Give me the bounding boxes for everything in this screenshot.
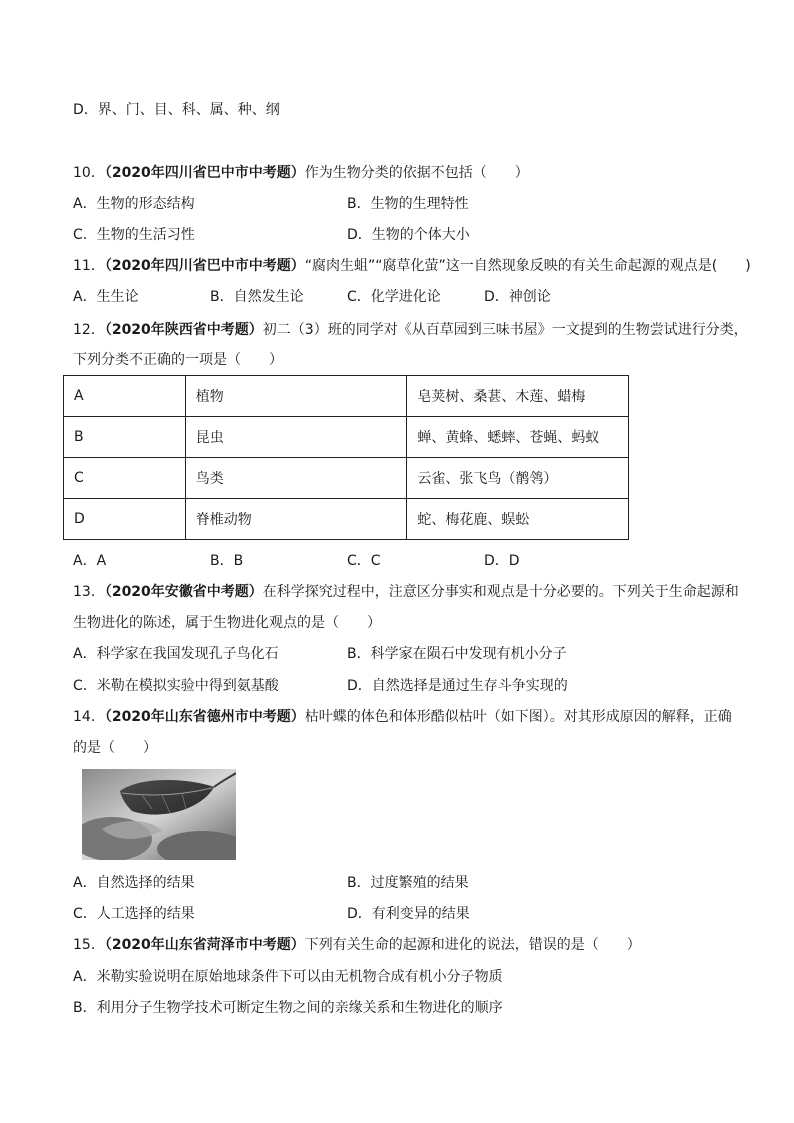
table-cell: D [64,499,186,540]
question-number: 11． [73,258,105,274]
option-c: C．C [347,553,381,569]
option-a: A．米勒实验说明在原始地球条件下可以由无机物合成有机小分子物质 [73,969,503,985]
q13-options-row1 [73,644,567,664]
table-row [64,499,629,540]
question-source: （2020年陕西省中考题） [104,322,263,338]
table-cell: A [64,376,186,417]
table-row [64,376,629,417]
question-text: 初二（3）班的同学对《从百草园到三味书屋》一文提到的生物尝试进行分类， [262,322,748,338]
option-c: C．人工选择的结果 [73,906,195,922]
question-number: 12． [73,322,105,338]
question-number: 15． [73,937,105,953]
table-row [64,417,629,458]
q11-options [73,287,551,307]
table-cell: 蛇、梅花鹿、蜈蚣 [407,499,629,540]
table-cell: 昆虫 [185,417,407,458]
question-number: 10． [73,165,105,181]
option-a: A．生生论 [73,289,139,305]
q13-options-row2 [73,676,568,696]
question-11-stem [73,256,751,276]
question-text: 下列有关生命的起源和进化的说法，错误的是（ ） [304,937,641,953]
question-number: 13． [73,584,105,600]
question-10-stem [73,163,529,183]
table-cell: B [64,417,186,458]
option-d: D．D [484,553,520,569]
q12-options [73,551,520,571]
question-source: （2020年四川省巴中市中考题） [104,258,305,274]
question-source: （2020年四川省巴中市中考题） [104,165,305,181]
question-source: （2020年安徽省中考题） [104,584,263,600]
q9-option-d: D．界、门、目、科、属、种、纲 [73,102,280,118]
table-cell: 脊椎动物 [185,499,407,540]
option-a: A．A [73,553,107,569]
q10-options-row1 [73,194,469,214]
question-12-stem-continued: 下列分类不正确的一项是（ ） [73,352,283,368]
dead-leaf-butterfly-photo [82,769,236,860]
classification-table [63,375,629,540]
question-14-stem-continued: 的是（ ） [73,740,157,756]
question-source: （2020年山东省菏泽市中考题） [104,937,305,953]
q10-options-row2 [73,225,470,245]
option-b: B．自然发生论 [210,289,304,305]
question-15-stem [73,935,641,955]
option-b: B．生物的生理特性 [347,196,469,212]
question-source: （2020年山东省德州市中考题） [104,709,305,725]
option-b: B．过度繁殖的结果 [347,875,469,891]
option-d: D．自然选择是通过生存斗争实现的 [347,678,568,694]
question-number: 14． [73,709,105,725]
table-cell: 植物 [185,376,407,417]
option-b: B．B [210,553,244,569]
question-text: 枯叶蝶的体色和体形酷似枯叶（如下图）。对其形成原因的解释，正确 [304,709,732,725]
option-a: A．生物的形态结构 [73,196,195,212]
option-d: D．有利变异的结果 [347,906,470,922]
table-cell: 蝉、黄蜂、蟋蟀、苍蝇、蚂蚁 [407,417,629,458]
table-cell: 鸟类 [185,458,407,499]
question-14-stem [73,707,732,727]
option-c: C．化学进化论 [347,289,441,305]
question-13-stem-continued: 生物进化的陈述，属于生物进化观点的是（ ） [73,615,381,631]
question-text: “腐肉生蛆”“腐草化萤”这一自然现象反映的有关生命起源的观点是( ) [304,258,751,274]
option-c: C．米勒在模拟实验中得到氨基酸 [73,678,279,694]
option-a: A．科学家在我国发现孔子鸟化石 [73,646,279,662]
table-row [64,458,629,499]
question-12-stem [73,320,748,340]
question-text: 作为生物分类的依据不包括（ ） [304,165,529,181]
q14-options-row2 [73,904,470,924]
q14-options-row1 [73,873,469,893]
option-d: D．神创论 [484,289,551,305]
question-text: 在科学探究过程中，注意区分事实和观点是十分必要的。下列关于生命起源和 [262,584,739,600]
option-d: D．生物的个体大小 [347,227,470,243]
table-cell: 云雀、张飞鸟（鹡鸰） [407,458,629,499]
option-c: C．生物的生活习性 [73,227,195,243]
table-cell: 皂荚树、桑葚、木莲、蜡梅 [407,376,629,417]
option-b: B．科学家在陨石中发现有机小分子 [347,646,567,662]
option-a: A．自然选择的结果 [73,875,195,891]
option-b: B．利用分子生物学技术可断定生物之间的亲缘关系和生物进化的顺序 [73,1000,503,1016]
question-13-stem [73,582,739,602]
table-cell: C [64,458,186,499]
